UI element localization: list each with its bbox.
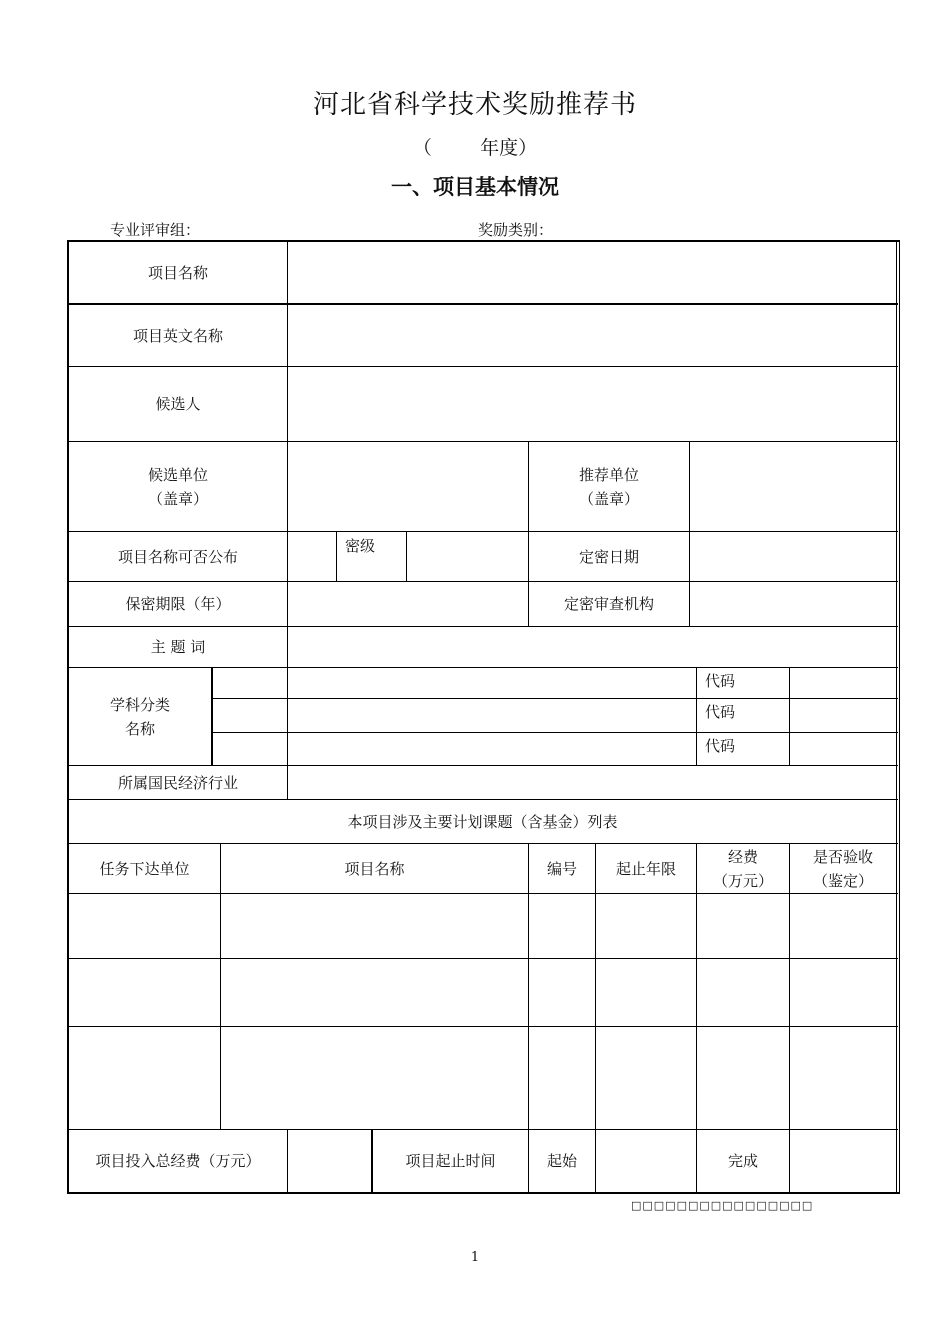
document-title: 河北省科学技术奖励推荐书 xyxy=(312,90,637,120)
label-start: 起始 xyxy=(546,1152,577,1170)
col-accepted xyxy=(790,844,896,893)
col-project-name: 项目名称 xyxy=(344,859,405,878)
col-fund xyxy=(697,844,789,893)
field-code-1[interactable] xyxy=(790,668,896,698)
label-code-1: 代码 xyxy=(705,672,736,690)
field-candidate[interactable] xyxy=(288,367,896,441)
year-line: （ 年度） xyxy=(412,137,538,159)
field-project-name-en[interactable] xyxy=(288,305,896,366)
label-code-3: 代码 xyxy=(705,737,736,755)
recommend-unit-text: 推荐单位 xyxy=(578,465,639,484)
field-keywords[interactable] xyxy=(288,627,896,667)
plan-list-title: 本项目涉及主要计划课题（含基金）列表 xyxy=(347,812,618,831)
label-secret-date: 定密日期 xyxy=(578,547,639,566)
field-discipline-3-b[interactable] xyxy=(288,733,696,765)
label-finish: 完成 xyxy=(727,1152,758,1170)
discipline-text-1: 学科分类 xyxy=(109,695,170,714)
label-discipline xyxy=(69,668,211,765)
label-total-investment: 项目投入总经费（万元） xyxy=(95,1152,261,1170)
table-row[interactable] xyxy=(69,894,220,958)
field-industry[interactable] xyxy=(288,766,896,799)
field-finish[interactable] xyxy=(790,1130,896,1192)
label-project-name-en: 项目英文名称 xyxy=(132,326,223,345)
table-row[interactable] xyxy=(69,1027,220,1129)
label-secret-level: 密级 xyxy=(345,537,376,555)
field-discipline-1-a[interactable] xyxy=(213,668,287,698)
section-title: 一、项目基本情况 xyxy=(391,175,559,199)
col-issuer: 任务下达单位 xyxy=(99,859,190,878)
table-row[interactable] xyxy=(69,959,220,1026)
label-candidate-unit xyxy=(69,442,287,531)
field-name-public[interactable] xyxy=(288,532,336,581)
field-secret-period[interactable] xyxy=(288,582,528,626)
col-fund-text-1: 经费 xyxy=(727,847,758,866)
field-secret-date[interactable] xyxy=(690,532,896,581)
label-project-time: 项目起止时间 xyxy=(405,1152,496,1170)
field-discipline-3-a[interactable] xyxy=(213,733,287,765)
label-industry: 所属国民经济行业 xyxy=(117,773,238,792)
field-code-2[interactable] xyxy=(790,699,896,732)
col-number: 编号 xyxy=(546,859,577,878)
col-fund-text-2: （万元） xyxy=(712,871,773,890)
field-discipline-1-b[interactable] xyxy=(288,668,696,698)
field-start[interactable] xyxy=(596,1130,696,1192)
label-recommend-unit xyxy=(529,442,689,531)
col-accepted-text-2: （鉴定） xyxy=(812,871,873,890)
field-total-investment[interactable] xyxy=(288,1130,371,1192)
discipline-text-2: 名称 xyxy=(124,719,155,738)
page-number: 1 xyxy=(470,1250,480,1265)
candidate-unit-text: 候选单位 xyxy=(147,465,208,484)
col-period: 起止年限 xyxy=(615,859,676,878)
field-discipline-2-a[interactable] xyxy=(213,699,287,732)
label-candidate: 候选人 xyxy=(155,395,201,413)
footnote-boxes: □□□□□□□□□□□□□□□□ xyxy=(631,1199,814,1212)
label-name-public: 项目名称可否公布 xyxy=(117,547,238,566)
label-keywords: 主 题 词 xyxy=(150,638,206,656)
label-project-name: 项目名称 xyxy=(147,263,208,282)
field-code-3[interactable] xyxy=(790,733,896,765)
col-accepted-text-1: 是否验收 xyxy=(812,847,873,866)
label-code-2: 代码 xyxy=(705,703,736,721)
field-secret-review-org[interactable] xyxy=(690,582,896,626)
review-group-label: 专业评审组： xyxy=(110,221,201,239)
field-recommend-unit[interactable] xyxy=(690,442,896,531)
candidate-unit-seal: （盖章） xyxy=(147,489,208,508)
field-project-name[interactable] xyxy=(288,242,896,303)
recommend-unit-seal: （盖章） xyxy=(578,489,639,508)
field-discipline-2-b[interactable] xyxy=(288,699,696,732)
field-secret-level[interactable] xyxy=(407,532,528,581)
label-secret-period: 保密期限（年） xyxy=(125,595,231,613)
label-secret-review-org: 定密审查机构 xyxy=(563,595,654,613)
field-candidate-unit[interactable] xyxy=(288,442,528,531)
award-category-label: 奖励类别： xyxy=(478,221,554,239)
